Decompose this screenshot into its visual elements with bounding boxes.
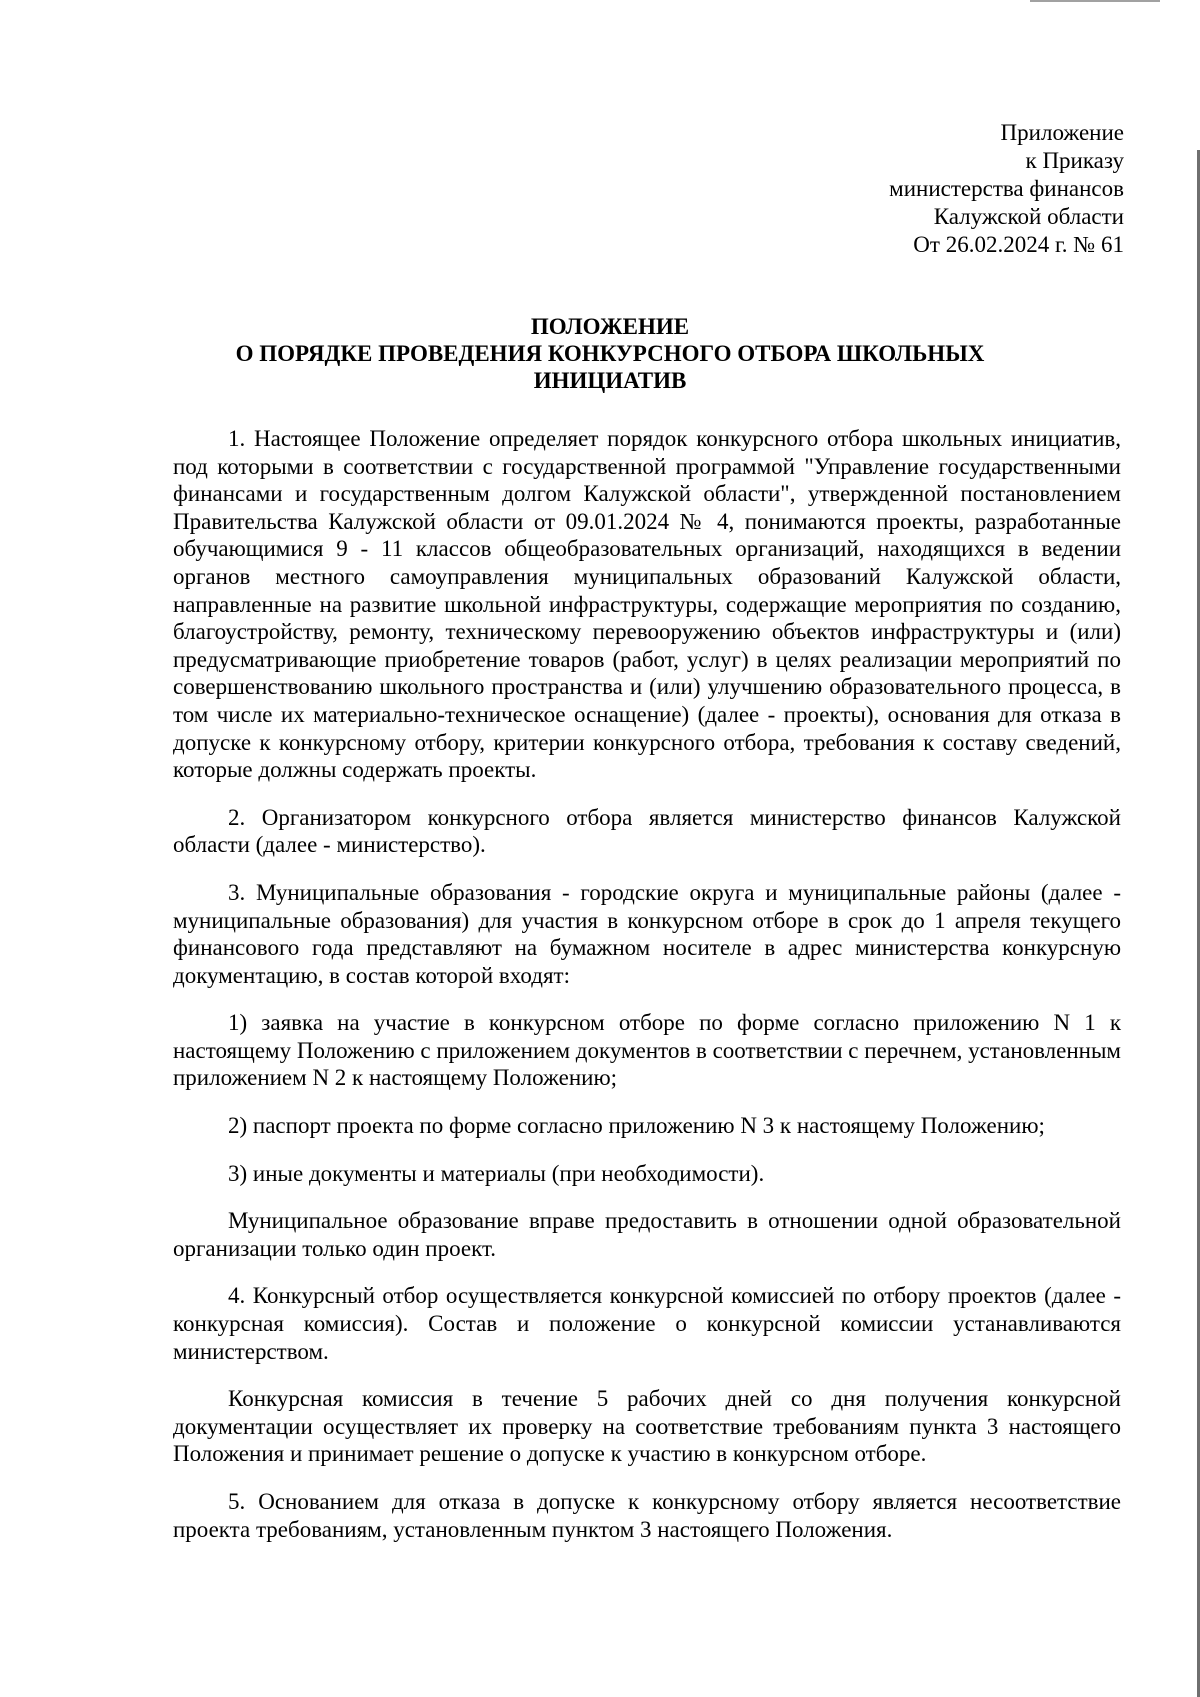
paragraph-3-item-3: 3) иные документы и материалы (при необходимости). <box>228 1160 765 1186</box>
paragraph-3-item-2: 2) паспорт проекта по форме согласно приложению N 3 к настоящему Положению; <box>228 1113 1045 1139</box>
title-line-3: ИНИЦИАТИВ <box>533 368 687 393</box>
paragraph-4: 4. Конкурсный отбор осуществляется конкурсной комиссией по отбору проектов (далее - конкурсная комиссия). Состав и положение о конкурсной комиссии устанавливаются министерством. <box>173 1283 1121 1364</box>
document-body <box>173 425 1121 1563</box>
appendix-line-1: Приложение <box>1000 120 1124 145</box>
title-line-1: ПОЛОЖЕНИЕ <box>530 314 690 339</box>
paragraph-2: 2. Организатором конкурсного отбора является министерство финансов Калужской области (далее - министерство). <box>173 804 1121 858</box>
scan-edge-top <box>1030 0 1160 2</box>
paragraph-4-note: Конкурсная комиссия в течение 5 рабочих дней со дня получения конкурсной документации осуществляет их проверку на соответствие требованиям пункта 3 настоящего Положения и принимает решение о допуске к участию в конкурсном отборе. <box>173 1386 1121 1467</box>
appendix-line-4: Калужской области <box>933 204 1124 229</box>
document-title <box>175 313 1045 394</box>
paragraph-3-item-1: 1) заявка на участие в конкурсном отборе по форме согласно приложению N 1 к настоящему Положению с приложением документов в соответствии с перечнем, установленным приложением N 2 к настоящему Положению; <box>173 1010 1121 1091</box>
title-line-2: О ПОРЯДКЕ ПРОВЕДЕНИЯ КОНКУРСНОГО ОТБОРА ШКОЛЬНЫХ <box>235 341 985 366</box>
appendix-line-2: к Приказу <box>1025 148 1124 173</box>
paragraph-3-note: Муниципальное образование вправе предоставить в отношении одной образовательной организации только один проект. <box>173 1208 1121 1261</box>
appendix-line-3: министерства финансов <box>889 176 1124 201</box>
paragraph-5: 5. Основанием для отказа в допуске к конкурсному отбору является несоответствие проекта требованиям, установленным пунктом 3 настоящего Положения. <box>173 1489 1121 1542</box>
appendix-block <box>889 119 1124 259</box>
paragraph-1: 1. Настоящее Положение определяет порядок конкурсного отбора школьных инициатив, под которыми в соответствии с государственной программой "Управление государственными финансами и государственным долгом Калужской области", утвержденной постановлением Правительства Калужской области от 09.01.2024 № 4, понимаются проекты, разработанные обучающимися 9 - 11 классов общеобразовательных организаций, находящихся в ведении органов местного самоуправления муниципальных образований Калужской области, направленные на развитие школьной инфраструктуры, содержащие мероприятия по созданию, благоустройству, ремонту, техническому перевооружению объектов инфраструктуры и (или) предусматривающие приобретение товаров (работ, услуг) в целях реализации мероприятий по совершенствованию школьного пространства и (или) улучшению образовательного процесса, в том числе их материально-техническое оснащение) (далее - проекты), основания для отказа в допуске к конкурсному отбору, критерии конкурсного отбора, требования к составу сведений, которые должны содержать проекты. <box>173 426 1121 783</box>
appendix-line-5: От 26.02.2024 г. № 61 <box>913 232 1124 257</box>
paragraph-3: 3. Муниципальные образования - городские округа и муниципальные районы (далее - муниципальные образования) для участия в конкурсном отборе в срок до 1 апреля текущего финансового года представляют на бумажном носителе в адрес министерства конкурсную документацию, в состав которой входят: <box>173 879 1121 988</box>
